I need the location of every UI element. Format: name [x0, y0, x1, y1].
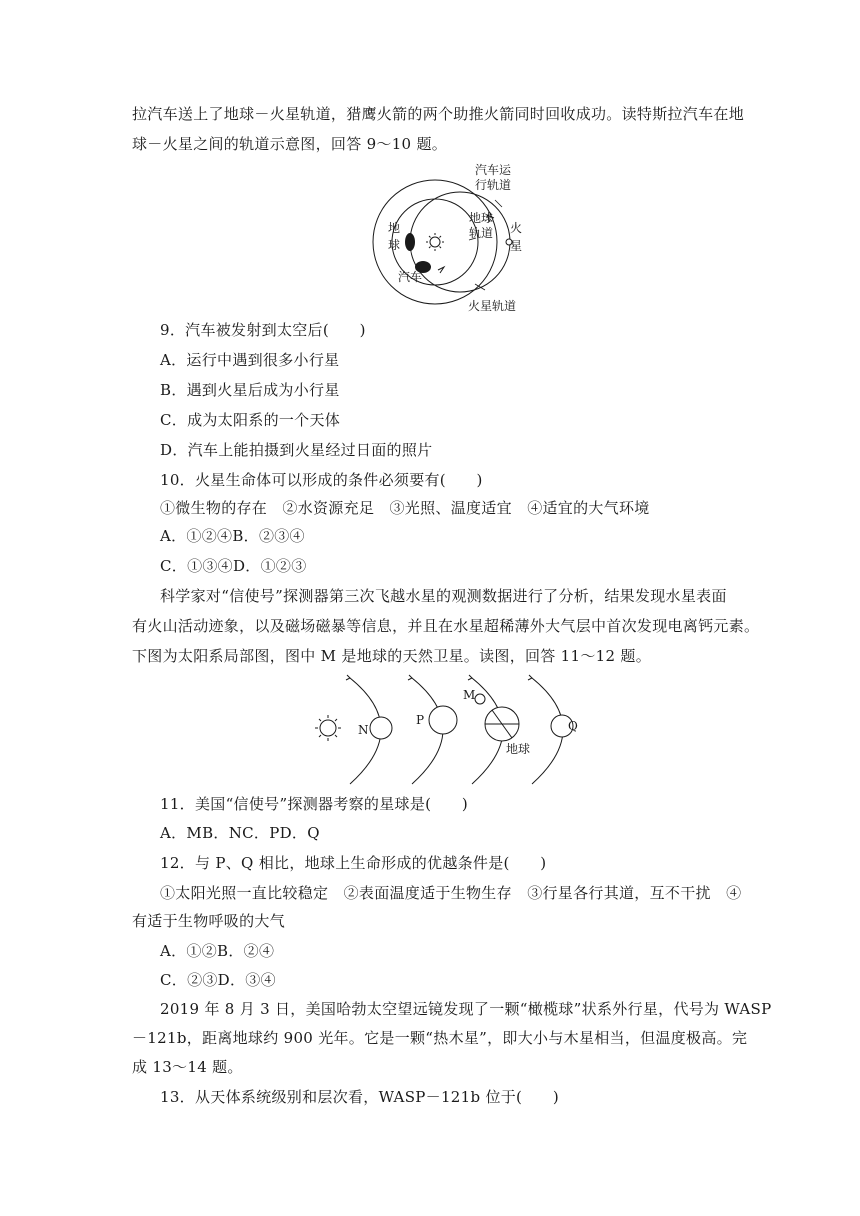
q12-options-ab: A．①②B．②④: [160, 942, 275, 960]
arrow-icon: [528, 675, 532, 680]
arrow-icon: [438, 267, 444, 273]
q9-option-d: D．汽车上能拍摄到火星经过日面的照片: [160, 441, 433, 459]
intro3-line2: －121b，距离地球约 900 光年。它是一颗“热木星”，即大小与木星相当，但温度极高。完: [132, 1029, 748, 1047]
arrow-icon: [346, 675, 350, 680]
q9-option-a: A．运行中遇到很多小行星: [160, 351, 340, 369]
mars-label-2: 星: [510, 239, 523, 253]
mars-orbit-label: 火星轨道: [468, 299, 517, 313]
earth-orbit-label-2: 轨道: [469, 226, 494, 240]
intro3-line3: 成 13～14 题。: [132, 1058, 243, 1076]
planet-earth: [485, 707, 519, 741]
intro2-line3: 下图为太阳系局部图，图中 M 是地球的天然卫星。读图，回答 11～12 题。: [132, 647, 652, 665]
planet-p: [429, 706, 457, 734]
q10-items: ①微生物的存在 ②水资源充足 ③光照、温度适宜 ④适宜的大气环境: [160, 499, 650, 517]
arrow-icon: [468, 675, 472, 680]
mars-label-1: 火: [510, 221, 523, 235]
q10-stem: 10．火星生命体可以形成的条件必须要有( ): [160, 471, 483, 489]
q9-option-c: C．成为太阳系的一个天体: [160, 411, 341, 429]
q11-stem: 11．美国“信使号”探测器考察的星球是( ): [160, 795, 469, 813]
car-orbit-label-2: 行轨道: [475, 178, 512, 192]
intro3-line1: 2019 年 8 月 3 日，美国哈勃太空望远镜发现了一颗“橄榄球”状系外行星，代号为 WASP: [160, 1000, 772, 1018]
orbit-diagram: [360, 160, 540, 320]
q10-options-cd: C．①③④D．①②③: [160, 557, 307, 575]
label-m: M: [463, 688, 476, 702]
sun-icon: [315, 715, 341, 741]
intro2-line1: 科学家对“信使号”探测器第三次飞越水星的观测数据进行了分析，结果发现水星表面: [160, 587, 727, 605]
earth-label-2: 球: [388, 238, 401, 252]
car-label: 汽车: [398, 270, 423, 284]
car-orbit-label-1: 汽车运: [475, 163, 512, 177]
label-p: P: [416, 713, 425, 727]
intro1-line2: 球－火星之间的轨道示意图，回答 9～10 题。: [132, 135, 448, 153]
intro1-line1: 拉汽车送上了地球－火星轨道，猎鹰火箭的两个助推火箭同时回收成功。读特斯拉汽车在地: [132, 105, 745, 123]
q9-option-b: B．遇到火星后成为小行星: [160, 381, 340, 399]
q12-stem: 12．与 P、Q 相比，地球上生命形成的优越条件是( ): [160, 854, 547, 872]
leader-line: [495, 200, 502, 207]
earth-label-1: 地: [388, 221, 401, 235]
q9-stem: 9．汽车被发射到太空后( ): [160, 321, 366, 339]
q12-items-line1: ①太阳光照一直比较稳定 ②表面温度适于生物生存 ③行星各行其道，互不干扰 ④: [160, 884, 742, 902]
label-q: Q: [568, 719, 578, 733]
earth-icon: [405, 233, 415, 251]
label-earth: 地球: [506, 742, 531, 756]
label-n: N: [358, 723, 369, 737]
intro2-line2: 有火山活动迹象，以及磁场磁暴等信息，并且在水星超稀薄外大气层中首次发现电离钙元素。: [132, 617, 760, 635]
q12-options-cd: C．②③D．③④: [160, 971, 276, 989]
q13-stem: 13．从天体系统级别和层次看，WASP－121b 位于( ): [160, 1088, 559, 1106]
moon-m: [475, 694, 485, 704]
q11-options: A．MB．NC．PD．Q: [160, 824, 320, 842]
planet-n: [370, 717, 392, 739]
earth-orbit-label-1: 地球: [469, 211, 494, 225]
solar-system-diagram: [300, 672, 590, 790]
arrow-icon: [408, 675, 412, 680]
q12-items-line2: 有适于生物呼吸的大气: [132, 912, 286, 930]
sun-icon: [426, 233, 444, 251]
q10-options-ab: A．①②④B．②③④: [160, 527, 305, 545]
